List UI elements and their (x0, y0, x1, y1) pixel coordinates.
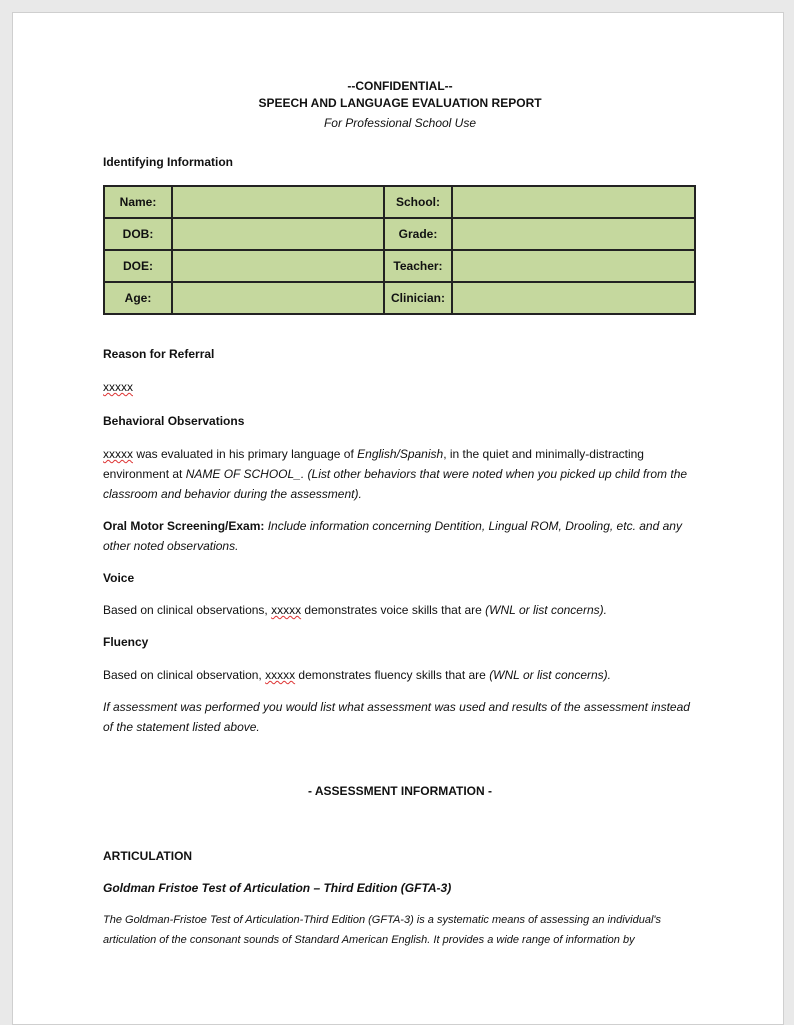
name-field[interactable] (172, 186, 384, 218)
table-row (104, 218, 695, 250)
teacher-label: Teacher: (384, 250, 452, 282)
behavioral-heading: Behavioral Observations (103, 414, 245, 428)
gfta-description: The Goldman-Fristoe Test of Articulation-Third Edition (GFTA-3) is a systematic means of assessing an individual's articulation of the consonant sounds of Standard American English. It provides a wide range of information by (103, 914, 662, 946)
table-row (104, 186, 695, 218)
doe-field[interactable] (172, 250, 384, 282)
referral-text: xxxxx (103, 380, 133, 394)
dob-label: DOB: (104, 218, 172, 250)
name-label: Name: (104, 186, 172, 218)
behavioral-text: xxxxx was evaluated in his primary language of English/Spanish, in the quiet and minimally-distracting environment at NAME OF SCHOOL_. (List other behaviors that were noted when you picked up child from the classroom and behavior during the assessment). (103, 447, 688, 501)
referral-heading: Reason for Referral (103, 347, 215, 361)
age-label: Age: (104, 282, 172, 314)
report-title: SPEECH AND LANGUAGE EVALUATION REPORT (258, 96, 542, 110)
confidential-label: --CONFIDENTIAL-- (347, 79, 453, 93)
gfta-title: Goldman Fristoe Test of Articulation – Third Edition (GFTA-3) (103, 881, 452, 895)
identifying-heading: Identifying Information (103, 155, 233, 169)
table-row (104, 282, 695, 314)
report-subtitle: For Professional School Use (323, 116, 477, 130)
fluency-note: If assessment was performed you would list what assessment was used and results of the assessment instead of the statement listed above. (103, 700, 690, 734)
teacher-field[interactable] (452, 250, 695, 282)
clinician-field[interactable] (452, 282, 695, 314)
identifying-table (103, 185, 696, 315)
grade-field[interactable] (452, 218, 695, 250)
fluency-text: Based on clinical observation, xxxxx demonstrates fluency skills that are (WNL or list concerns). (103, 668, 611, 682)
voice-text: Based on clinical observations, xxxxx demonstrates voice skills that are (WNL or list concerns). (103, 603, 607, 617)
table-row (104, 250, 695, 282)
school-field[interactable] (452, 186, 695, 218)
fluency-heading: Fluency (103, 635, 149, 649)
doe-label: DOE: (104, 250, 172, 282)
articulation-heading: ARTICULATION (103, 849, 193, 863)
oral-motor-paragraph: Oral Motor Screening/Exam: Include information concerning Dentition, Lingual ROM, Drooling, etc. and any other noted observations. (103, 519, 682, 553)
clinician-label: Clinician: (384, 282, 452, 314)
assessment-heading: - ASSESSMENT INFORMATION - (308, 784, 492, 798)
grade-label: Grade: (384, 218, 452, 250)
dob-field[interactable] (172, 218, 384, 250)
voice-heading: Voice (103, 571, 135, 585)
age-field[interactable] (172, 282, 384, 314)
school-label: School: (384, 186, 452, 218)
